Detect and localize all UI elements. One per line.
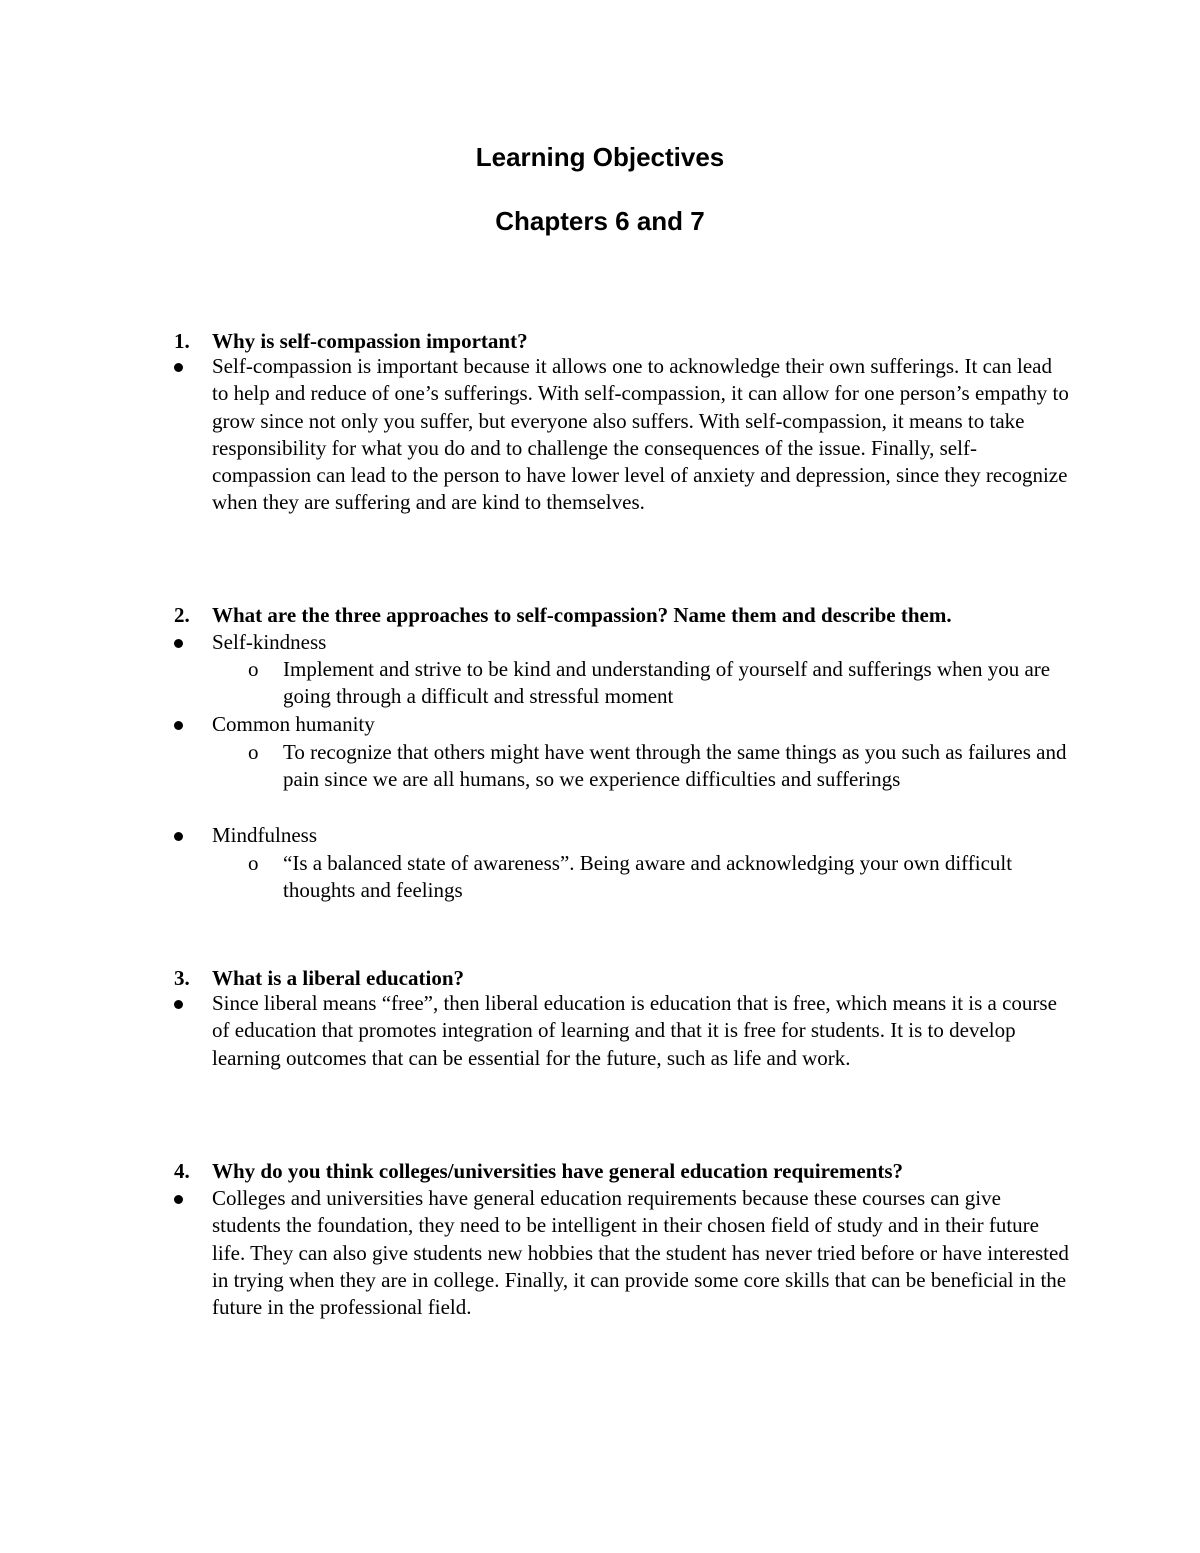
bullet-icon: [174, 1195, 183, 1204]
document-subtitle: Chapters 6 and 7: [495, 206, 705, 236]
answer-text: Self-kindness: [212, 630, 327, 654]
answer-bullet: [174, 1185, 1074, 1321]
answer-text: Common humanity: [212, 712, 375, 736]
question-number: 4.: [174, 1159, 190, 1183]
sub-bullet-text: “Is a balanced state of awareness”. Being aware and acknowledging your own difficult thoughts and feelings: [283, 851, 1013, 903]
bullet-icon: [174, 363, 183, 372]
sub-bullet-marker: o: [248, 657, 259, 681]
question-number: 3.: [174, 966, 190, 990]
answer-text: Since liberal means “free”, then liberal education is education that is free, which means it is a course of education that promotes integration of learning and that it is free for students. It is to develop learning outcomes that can be essential for the future, such as life and work.: [212, 991, 1057, 1070]
question-number: 2.: [174, 603, 190, 627]
question-text: Why is self-compassion important?: [212, 329, 528, 353]
answer-text: Colleges and universities have general education requirements because these courses can give students the foundation, they need to be intelligent in their chosen field of study and in their future life. They can also give students new hobbies that the student has never tried before or have interested in trying when they are in college. Finally, it can provide some core skills that can be beneficial in the future in the professional field.: [212, 1186, 1069, 1320]
answer-text: Self-compassion is important because it allows one to acknowledge their own sufferings. It can lead to help and reduce of one’s sufferings. With self-compassion, it can allow for one person’s empathy to grow since not only you suffer, but everyone also suffers. With self-compassion, it means to take responsibility for what you do and to challenge the consequences of the issue. Finally, self-compassion can lead to the person to have lower level of anxiety and depression, since they recognize when they are suffering and are kind to themselves.: [212, 354, 1069, 515]
sub-bullet-marker: o: [248, 740, 259, 764]
sub-bullet-text: To recognize that others might have went through the same things as you such as failures and pain since we are all humans, so we experience difficulties and sufferings: [283, 740, 1067, 792]
question-number: 1.: [174, 329, 190, 353]
answer-bullet: [174, 353, 1074, 517]
sub-bullet: [248, 850, 1068, 905]
sub-bullet-text: Implement and strive to be kind and understanding of yourself and sufferings when you are going through a difficult and stressful moment: [283, 657, 1051, 709]
answer-bullet: [174, 629, 1074, 656]
answer-bullet: [174, 990, 1074, 1072]
answer-bullet: [174, 711, 1074, 738]
answer-bullet: [174, 822, 1074, 849]
sub-bullet-marker: o: [248, 851, 259, 875]
question-text: Why do you think colleges/universities have general education requirements?: [212, 1159, 904, 1183]
answer-text: Mindfulness: [212, 823, 317, 847]
sub-bullet: [248, 739, 1068, 794]
document-title: Learning Objectives: [475, 142, 725, 172]
bullet-icon: [174, 1000, 183, 1009]
question-text: What is a liberal education?: [212, 966, 465, 990]
bullet-icon: [174, 721, 183, 730]
sub-bullet: [248, 656, 1068, 711]
bullet-icon: [174, 639, 183, 648]
question-text: What are the three approaches to self-compassion? Name them and describe them.: [212, 603, 952, 627]
bullet-icon: [174, 832, 183, 841]
